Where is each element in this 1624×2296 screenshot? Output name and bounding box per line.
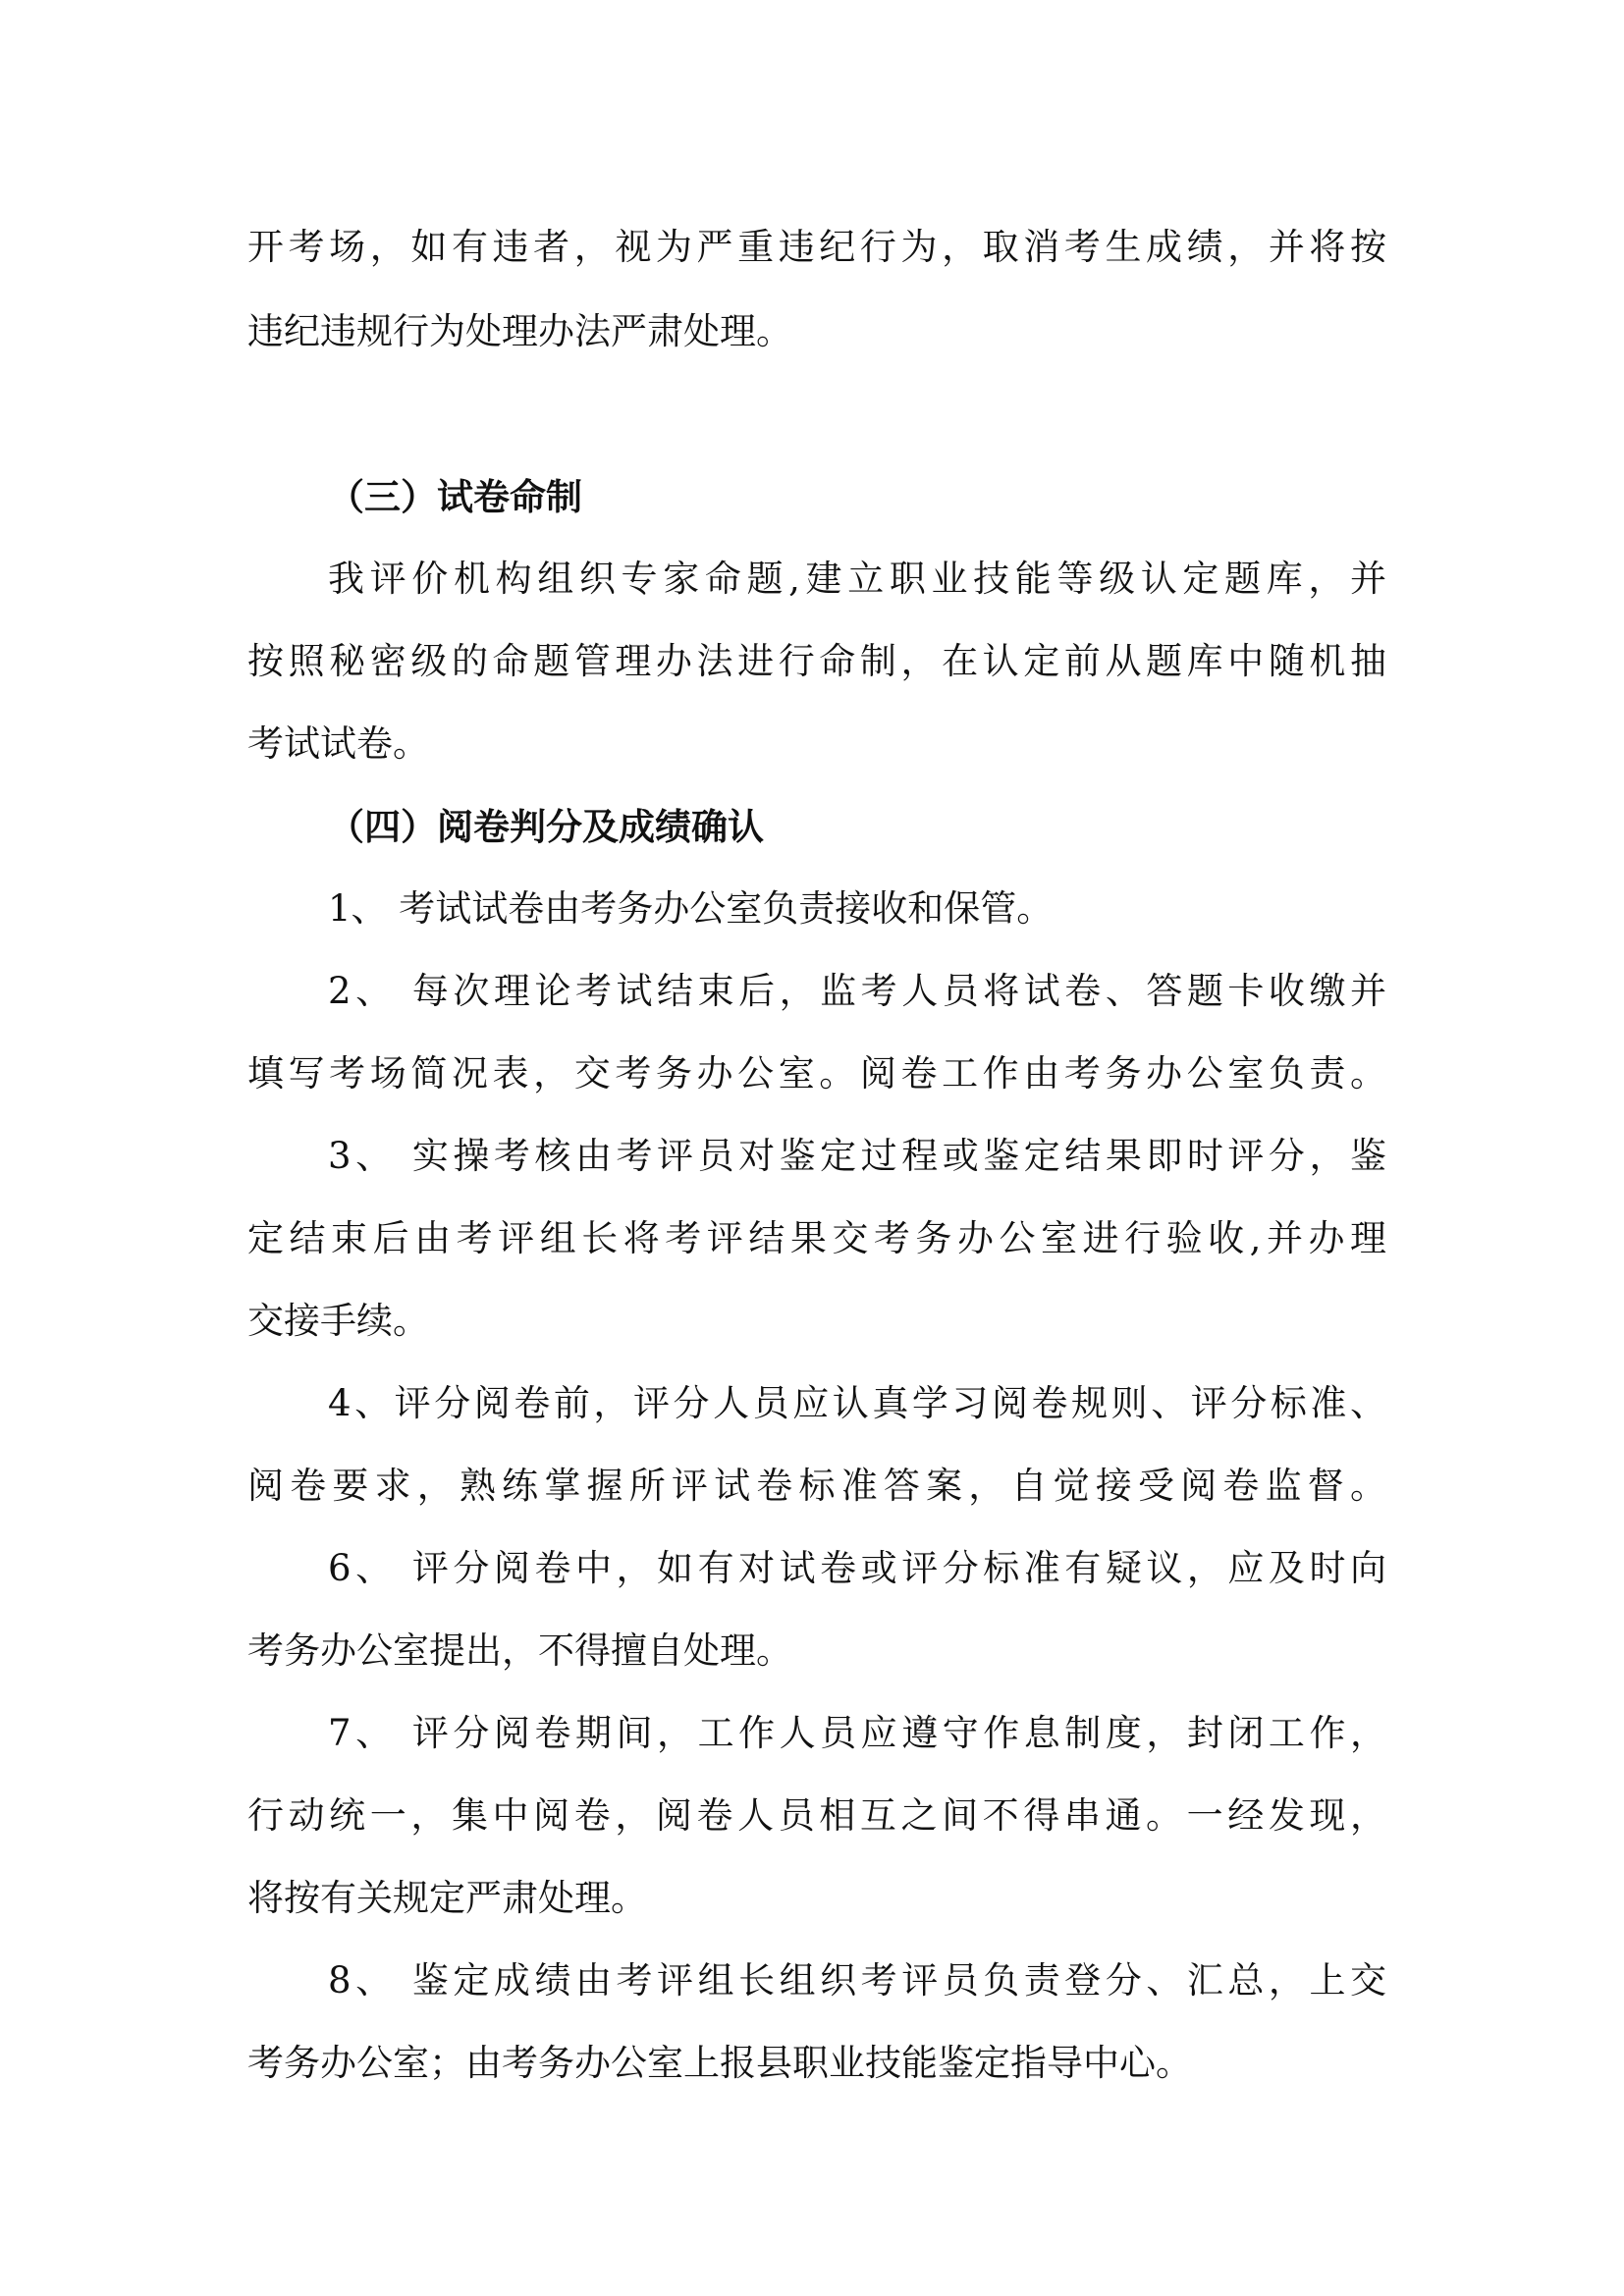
list-item-line: 1、 考试试卷由考务办公室负责接收和保管。 <box>328 887 1054 930</box>
section-heading-4: （四）阅卷判分及成绩确认 <box>328 805 764 848</box>
list-item-line: 8、 鉴定成绩由考评组长组织考评员负责登分、汇总，上交 <box>328 1959 1386 2002</box>
list-item-line: 阅卷要求，熟练掌握所评试卷标准答案，自觉接受阅卷监督。 <box>247 1465 1386 1507</box>
paragraph-line: 我评价机构组织专家命题,建立职业技能等级认定题库，并 <box>328 558 1386 600</box>
list-item-line: 6、 评分阅卷中，如有对试卷或评分标准有疑议，应及时向 <box>328 1547 1386 1589</box>
paragraph-line: 按照秘密级的命题管理办法进行命制，在认定前从题库中随机抽 <box>247 640 1386 682</box>
list-item-line: 2、 每次理论考试结束后，监考人员将试卷、答题卡收缴并 <box>328 970 1386 1012</box>
list-item-line: 3、 实操考核由考评员对鉴定过程或鉴定结果即时评分，鉴 <box>328 1135 1386 1177</box>
list-item-line: 4、评分阅卷前，评分人员应认真学习阅卷规则、评分标准、 <box>328 1382 1386 1424</box>
list-item-line: 将按有关规定严肃处理。 <box>247 1877 647 1919</box>
paragraph-line: 违纪违规行为处理办法严肃处理。 <box>247 310 792 352</box>
list-item-line: 定结束后由考评组长将考评结果交考务办公室进行验收,并办理 <box>247 1217 1386 1259</box>
list-item-line: 行动统一，集中阅卷，阅卷人员相互之间不得串通。一经发现， <box>247 1794 1386 1837</box>
section-heading-3: （三）试卷命制 <box>328 475 582 518</box>
list-item-line: 7、 评分阅卷期间，工作人员应遵守作息制度，封闭工作， <box>328 1712 1386 1754</box>
list-item-line: 考务办公室；由考务办公室上报县职业技能鉴定指导中心。 <box>247 2042 1192 2084</box>
list-item-line: 填写考场简况表，交考务办公室。阅卷工作由考务办公室负责。 <box>247 1052 1386 1095</box>
paragraph-line: 考试试卷。 <box>247 722 429 765</box>
list-item-line: 交接手续。 <box>247 1300 429 1342</box>
list-item-line: 考务办公室提出，不得擅自处理。 <box>247 1629 792 1672</box>
paragraph-line: 开考场，如有违者，视为严重违纪行为，取消考生成绩，并将按 <box>247 226 1386 268</box>
